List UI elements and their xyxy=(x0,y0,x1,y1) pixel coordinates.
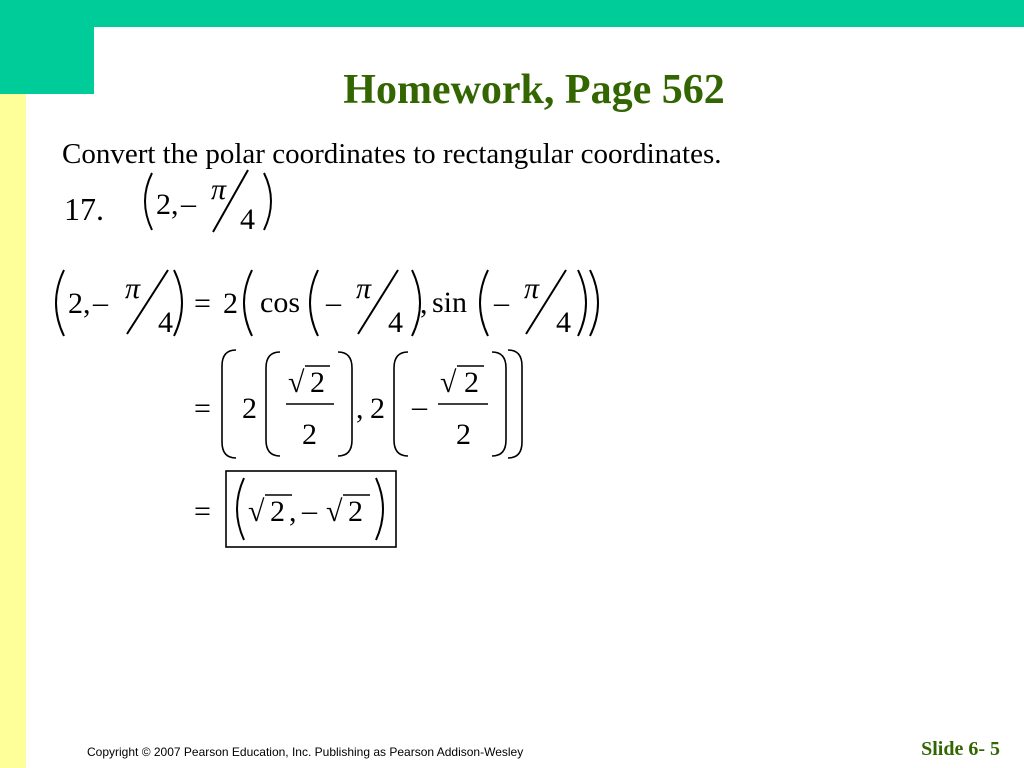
math-number: 2 xyxy=(156,188,171,221)
math-number: 4 xyxy=(158,306,173,339)
math-number: 2 xyxy=(223,287,238,320)
math-number: 2 xyxy=(310,366,325,399)
slide-title: Homework, Page 562 xyxy=(343,67,725,113)
right-paren xyxy=(264,173,271,230)
slide-number: Slide 6- 5 xyxy=(921,738,1000,760)
math-number: 2 xyxy=(370,392,385,425)
math-sin: sin xyxy=(432,286,468,319)
math-number: 4 xyxy=(240,203,255,236)
instruction-text: Convert the polar coordinates to rectangular coordinates. xyxy=(62,138,722,170)
math-cos: cos xyxy=(260,286,300,319)
math-pi: π xyxy=(356,272,372,305)
math-comma: , xyxy=(289,495,297,528)
solution-line-1 xyxy=(56,270,598,339)
math-minus: – xyxy=(412,390,427,423)
math-pi: π xyxy=(524,272,540,305)
math-minus: – xyxy=(326,286,341,319)
math-number: 4 xyxy=(556,306,571,339)
math-number: 4 xyxy=(388,306,403,339)
sqrt-icon: √ xyxy=(326,495,343,528)
math-comma: , xyxy=(171,188,179,221)
solution-line-3 xyxy=(194,471,396,547)
math-comma: , xyxy=(420,287,428,320)
math-number: 2 xyxy=(242,392,257,425)
sqrt-icon: √ xyxy=(288,366,305,399)
math-pi: π xyxy=(125,272,141,305)
math-equals: = xyxy=(194,495,211,528)
problem-number: 17. xyxy=(64,191,104,227)
math-equals: = xyxy=(194,287,211,320)
left-paren xyxy=(145,173,152,230)
math-pi: π xyxy=(211,173,227,206)
copyright-text: Copyright © 2007 Pearson Education, Inc. Publishing as Pearson Addison-Wesley xyxy=(87,745,524,759)
math-number: 2 xyxy=(302,418,317,451)
math-minus: – xyxy=(494,286,509,319)
sqrt-icon: √ xyxy=(440,366,457,399)
math-comma: , xyxy=(83,287,91,320)
problem-expression xyxy=(145,170,271,236)
math-number: 2 xyxy=(348,495,363,528)
math-number: 2 xyxy=(270,495,285,528)
math-minus: – xyxy=(302,494,317,527)
sqrt-icon: √ xyxy=(248,495,265,528)
math-number: 2 xyxy=(456,418,471,451)
math-minus: – xyxy=(181,187,196,220)
math-number: 2 xyxy=(464,366,479,399)
math-number: 2 xyxy=(68,287,83,320)
solution-line-2 xyxy=(194,350,522,458)
math-comma: , xyxy=(356,392,364,425)
math-equals: = xyxy=(194,392,211,425)
math-minus: – xyxy=(93,286,108,319)
